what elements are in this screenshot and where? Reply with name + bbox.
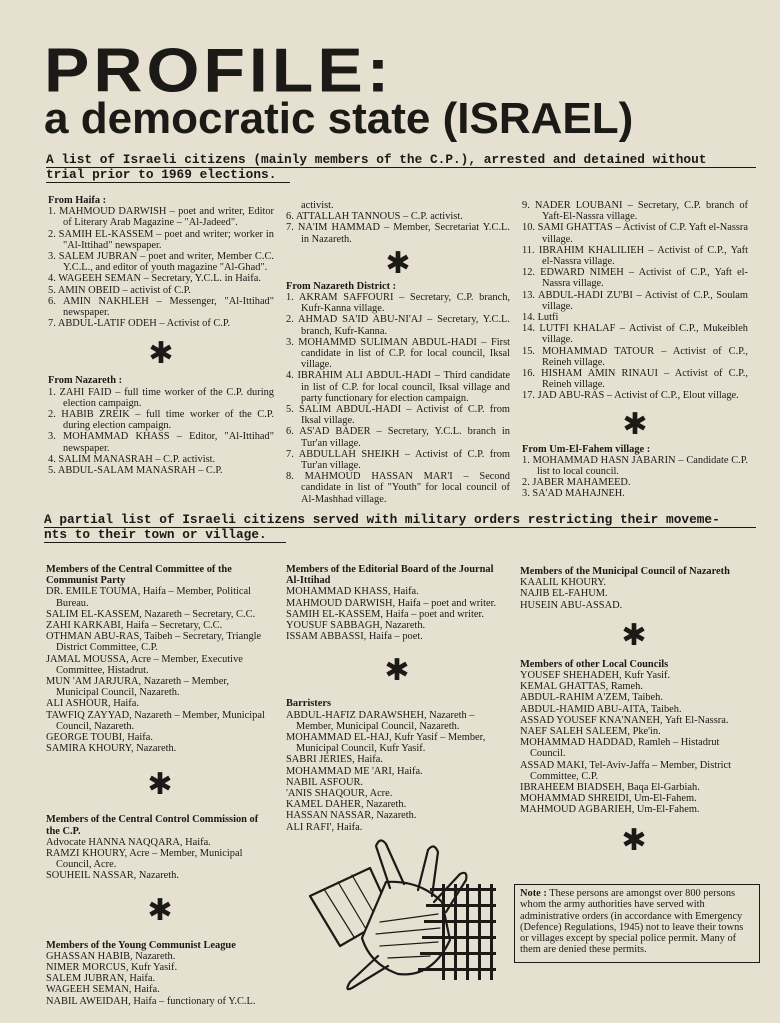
list-item: Advocate HANNA NAQQARA, Haifa. (46, 836, 211, 848)
list-item: 3. MOHAMMAD KHASS – Editor, "Al-Ittihad" newspaper. (48, 431, 274, 454)
list-item: ALI RAFI', Haifa. (286, 821, 363, 833)
page-title: PROFILE: (44, 35, 394, 106)
list-item: YOUSUF SABBAGH, Nazareth. (286, 620, 426, 632)
list-item: ZAHI KARKABI, Haifa – Secretary, C.C. (46, 620, 223, 632)
list-item: 5. ABDUL-SALAM MANASRAH – C.P. (48, 465, 223, 477)
list-item: ISSAM ABBASSI, Haifa – poet. (286, 631, 423, 643)
list-item: NIMER MORCUS, Kufr Yasif. (46, 962, 178, 974)
control-commission-heading: Members of the Central Control Commission of the C.P. (46, 814, 259, 837)
list-item: 5. AMIN OBEID – activist of C.P. (48, 284, 191, 296)
list-item: NAJIB EL-FAHUM. (520, 588, 608, 600)
list-item: KEMAL GHATTAS, Rameh. (520, 681, 643, 693)
um-el-fahem-heading: From Um-El-Fahem village : (522, 443, 651, 455)
note-box (514, 884, 760, 963)
list-item: 6. AMIN NAKHLEH – Messenger, "Al-Ittihad" newspaper. (48, 295, 274, 319)
local-councils-list (520, 670, 748, 816)
restricted-column-2 (286, 564, 508, 833)
list-item: SALEM JUBRAN, Haifa. (46, 973, 156, 985)
municipal-council-list (520, 577, 748, 611)
list-item: 3. MOHAMMD SULIMAN ABDUL-HADI – First candidate in list of C.P. for local council, Iksal village. (286, 336, 510, 371)
list-item: 16. HISHAM AMIN RINAUI – Activist of C.P., Reineh village. (522, 368, 748, 391)
list-item: 'ANIS SHAQOUR, Acre. (286, 788, 393, 800)
list-item: ASSAD MAKI, Tel-Aviv-Jaffa – Member, District Committee, C.P. (520, 759, 731, 782)
list-item: 6. AS'AD BADER – Secretary, Y.C.L. branch in Tur'an village. (286, 426, 510, 449)
list-item: 8. MAHMOUD HASSAN MAR'I – Second candidate in list of "Youth" for local council of Al-Mashhad village. (286, 471, 510, 505)
list-item: YOUSEF SHEHADEH, Kufr Yasif. (520, 670, 671, 682)
asterisk-divider-icon: ✱ (621, 617, 647, 653)
list-item: MOHAMMAD EL-HAJ, Kufr Yasif – Member, Municipal Council, Kufr Yasif. (286, 732, 486, 755)
list-item: IBRAHEEM BIADSEH, Baqa El-Garbiah. (520, 782, 700, 794)
list-item: 7. ABDUL-LATIF ODEH – Activist of C.P. (48, 318, 231, 330)
list-item: ASSAD YOUSEF KNA'NANEH, Yaft El-Nassra. (520, 714, 729, 726)
haifa-heading: From Haifa : (48, 195, 107, 206)
list-item: 14. LUTFI KHALAF – Activist of C.P., Mukeibleh village. (522, 323, 748, 346)
continuation-text: activist. (301, 200, 334, 211)
list-item: 14. Lutfi (522, 312, 559, 324)
list-item: HUSEIN ABU-ASSAD. (520, 599, 623, 611)
list-item: HASSAN NASSAR, Nazareth. (286, 810, 417, 822)
page-subtitle: a democratic state (ISRAEL) (44, 94, 634, 143)
list-item: 1. MAHMOUD DARWISH – poet and writer, Editor of Literary Arab Magazine – "Al-Jadeed". (48, 206, 274, 229)
list-item: 3. SALEM JUBRAN – poet and writer, Member C.C. Y.C.L., and editor of youth magazine "Al-Ghad". (48, 251, 274, 274)
list-item: WAGEEH SEMAN, Haifa. (46, 984, 160, 996)
list-item: 1. AKRAM SAFFOURI – Secretary, C.P. branch, Kufr-Kanna village. (286, 292, 510, 315)
restricted-column-3 (520, 566, 748, 856)
restricted-column-1 (46, 564, 274, 1007)
list-item: 1. MOHAMMAD HASN JABARIN – Candidate C.P. list to local council. (522, 454, 748, 478)
list-item: 3. SA'AD MAHAJNEH. (522, 488, 625, 500)
list-item: ABDUL-RAHIM A'ZEM, Taibeh. (520, 692, 663, 704)
section1-heading-line2: trial prior to 1969 elections. (46, 167, 290, 183)
list-item: 17. JAD ABU-RAS – Activist of C.P., Elout village. (522, 390, 739, 402)
editorial-board-list (286, 586, 508, 642)
list-item: MOHAMMAD KHASS, Haifa. (286, 586, 419, 598)
list-item: MUN 'AM JARJURA, Nazareth – Member, Municipal Council, Nazareth. (46, 676, 229, 699)
list-item: MOHAMMAD HADDAD, Ramleh – Histadrut Council. (520, 737, 720, 760)
local-councils-heading: Members of other Local Councils (520, 658, 669, 670)
nazareth-district-heading: From Nazareth District : (286, 280, 397, 292)
list-item: ABDUL-HAMID ABU-AITA, Taibeh. (520, 703, 682, 715)
editorial-board-heading: Members of the Editorial Board of the Journal Al-Ittihad (286, 564, 494, 587)
list-item: MAHMOUD DARWISH, Haifa – poet and writer. (286, 597, 497, 609)
list-item: JAMAL MOUSSA, Acre – Member, Executive Committee, Histadrut. (46, 653, 243, 676)
note-label: Note : (520, 888, 547, 899)
asterisk-divider-icon: ✱ (621, 822, 647, 858)
detainees-column-2 (286, 200, 510, 505)
list-item: 13. ABDUL-HADI ZU'BI – Activist of C.P., Soulam village. (522, 289, 748, 312)
list-item: ABDUL-HAFIZ DARAWSHEH, Nazareth – Member, Municipal Council, Nazareth. (286, 709, 475, 732)
list-item: 2. AHMAD SA'ID ABU-NI'AJ – Secretary, Y.C.L. branch, Kufr-Kanna. (286, 314, 510, 337)
asterisk-divider-icon: ✱ (622, 406, 648, 442)
municipal-council-heading: Members of the Municipal Council of Nazareth (520, 566, 730, 577)
haifa-list (48, 206, 274, 329)
list-item: KAMEL DAHER, Nazareth. (286, 799, 407, 811)
list-item: NABIL AWEIDAH, Haifa – functionary of Y.C.L. (46, 995, 256, 1007)
asterisk-divider-icon: ✱ (385, 245, 411, 281)
list-item: 2. JABER MAHAMEED. (522, 477, 631, 489)
hand-behind-bars-icon (300, 838, 500, 998)
section1-heading-line1: A list of Israeli citizens (mainly members of the C.P.), arrested and detained without (46, 152, 756, 168)
list-item: SAMIH EL-KASSEM, Haifa – poet and writer. (286, 608, 484, 620)
barristers-heading: Barristers (286, 698, 332, 710)
central-committee-list (46, 586, 274, 754)
list-item: GEORGE TOUBI, Haifa. (46, 732, 153, 744)
list-item: 2. SAMIH EL-KASSEM – poet and writer; worker in "Al-Ittihad" newspaper. (48, 228, 274, 251)
detainees-column-3 (522, 200, 748, 500)
list-item: MOHAMMAD ME 'ARI, Haifa. (286, 765, 423, 777)
list-item: 1. ZAHI FAID – full time worker of the C.P. during election campaign. (48, 386, 274, 409)
list-item: ALI ASHOUR, Haifa. (46, 698, 139, 710)
list-item: 7. NA'IM HAMMAD – Member, Secretariat Y.C.L. in Nazareth. (286, 222, 510, 245)
list-item: GHASSAN HABIB, Nazareth. (46, 950, 176, 962)
barristers-list (286, 710, 508, 833)
list-item: 10. SAMI GHATTAS – Activist of C.P. Yaft el-Nassra village. (522, 222, 748, 245)
nazareth-district-list-continued (522, 200, 748, 402)
list-item: SABRI JERIES, Haifa. (286, 754, 383, 766)
list-item: RAMZI KHOURY, Acre – Member, Municipal Council, Acre. (46, 848, 243, 871)
section2-heading-line2: nts to their town or village. (44, 527, 286, 543)
control-commission-list (46, 837, 274, 882)
section2-heading-line1: A partial list of Israeli citizens served with military orders restricting their moveme- (44, 512, 756, 528)
list-item: TAWFIQ ZAYYAD, Nazareth – Member, Municipal Council, Nazareth. (46, 709, 265, 732)
detainees-column-1 (48, 195, 274, 476)
list-item: DR. EMILE TOUMA, Haifa – Member, Political Bureau. (46, 586, 251, 609)
young-communist-league-list (46, 951, 274, 1007)
asterisk-divider-icon: ✱ (148, 336, 174, 372)
list-item: 4. WAGEEH SEMAN – Secretary, Y.C.L. in Haifa. (48, 273, 261, 285)
list-item: 4. SALIM MANASRAH – C.P. activist. (48, 453, 216, 465)
nazareth-heading: From Nazareth : (48, 375, 123, 387)
list-item: SAMIRA KHOURY, Nazareth. (46, 743, 177, 755)
list-item: 9. NADER LOUBANI – Secretary, C.P. branch of Yaft-El-Nassra village. (522, 200, 748, 223)
list-item: SALIM EL-KASSEM, Nazareth – Secretary, C.C. (46, 608, 256, 620)
um-el-fahem-list (522, 455, 748, 500)
list-item: 7. ABDULLAH SHEIKH – Activist of C.P. from Tur'an village. (286, 448, 510, 472)
asterisk-divider-icon: ✱ (384, 653, 410, 689)
list-item: OTHMAN ABU-RAS, Taibeh – Secretary, Triangle District Committee, C.P. (46, 631, 262, 654)
list-item: 4. IBRAHIM ALI ABDUL-HADI – Third candidate in list of C.P. for local council, Iksal village and party functionary for election campaign. (286, 370, 510, 404)
note-text: These persons are amongst over 800 persons whom the army authorities have served with administrative orders (in accordance with Emergency (Defence) Regulations, 1945) not to leave their towns or villages except by special police permit. Many of them are denied these permits. (520, 888, 744, 956)
list-item: 2. HABIB ZREIK – full time worker of the C.P. during election campaign. (48, 409, 274, 432)
list-item: 12. EDWARD NIMEH – Activist of C.P., Yaft el-Nassra village. (522, 267, 748, 290)
list-item: KAALIL KHOURY. (520, 577, 607, 589)
list-item: MAHMOUD AGBARIEH, Um-El-Fahem. (520, 804, 700, 816)
list-item: 5. SALIM ABDUL-HADI – Activist of C.P. from Iksal village. (286, 404, 510, 427)
list-item: 15. MOHAMMAD TATOUR – Activist of C.P., Reineh village. (522, 345, 748, 368)
asterisk-divider-icon: ✱ (147, 767, 173, 803)
central-committee-heading: Members of the Central Committee of the Communist Party (46, 564, 232, 587)
list-item: SOUHEIL NASSAR, Nazareth. (46, 870, 179, 882)
list-item: NABIL ASFOUR. (286, 776, 363, 788)
list-item: 6. ATTALLAH TANNOUS – C.P. activist. (286, 211, 463, 223)
asterisk-divider-icon: ✱ (147, 892, 173, 928)
list-item: 11. IBRAHIM KHALILIEH – Activist of C.P., Yaft el-Nassra village. (522, 244, 748, 268)
nazareth-district-list (286, 292, 510, 505)
nazareth-list (48, 387, 274, 477)
young-communist-league-heading: Members of the Young Communist League (46, 939, 236, 951)
list-item: MOHAMMAD SHREIDI, Um-El-Fahem. (520, 793, 697, 805)
list-item: NAEF SALEH SALEEM, Pke'in. (520, 726, 661, 738)
